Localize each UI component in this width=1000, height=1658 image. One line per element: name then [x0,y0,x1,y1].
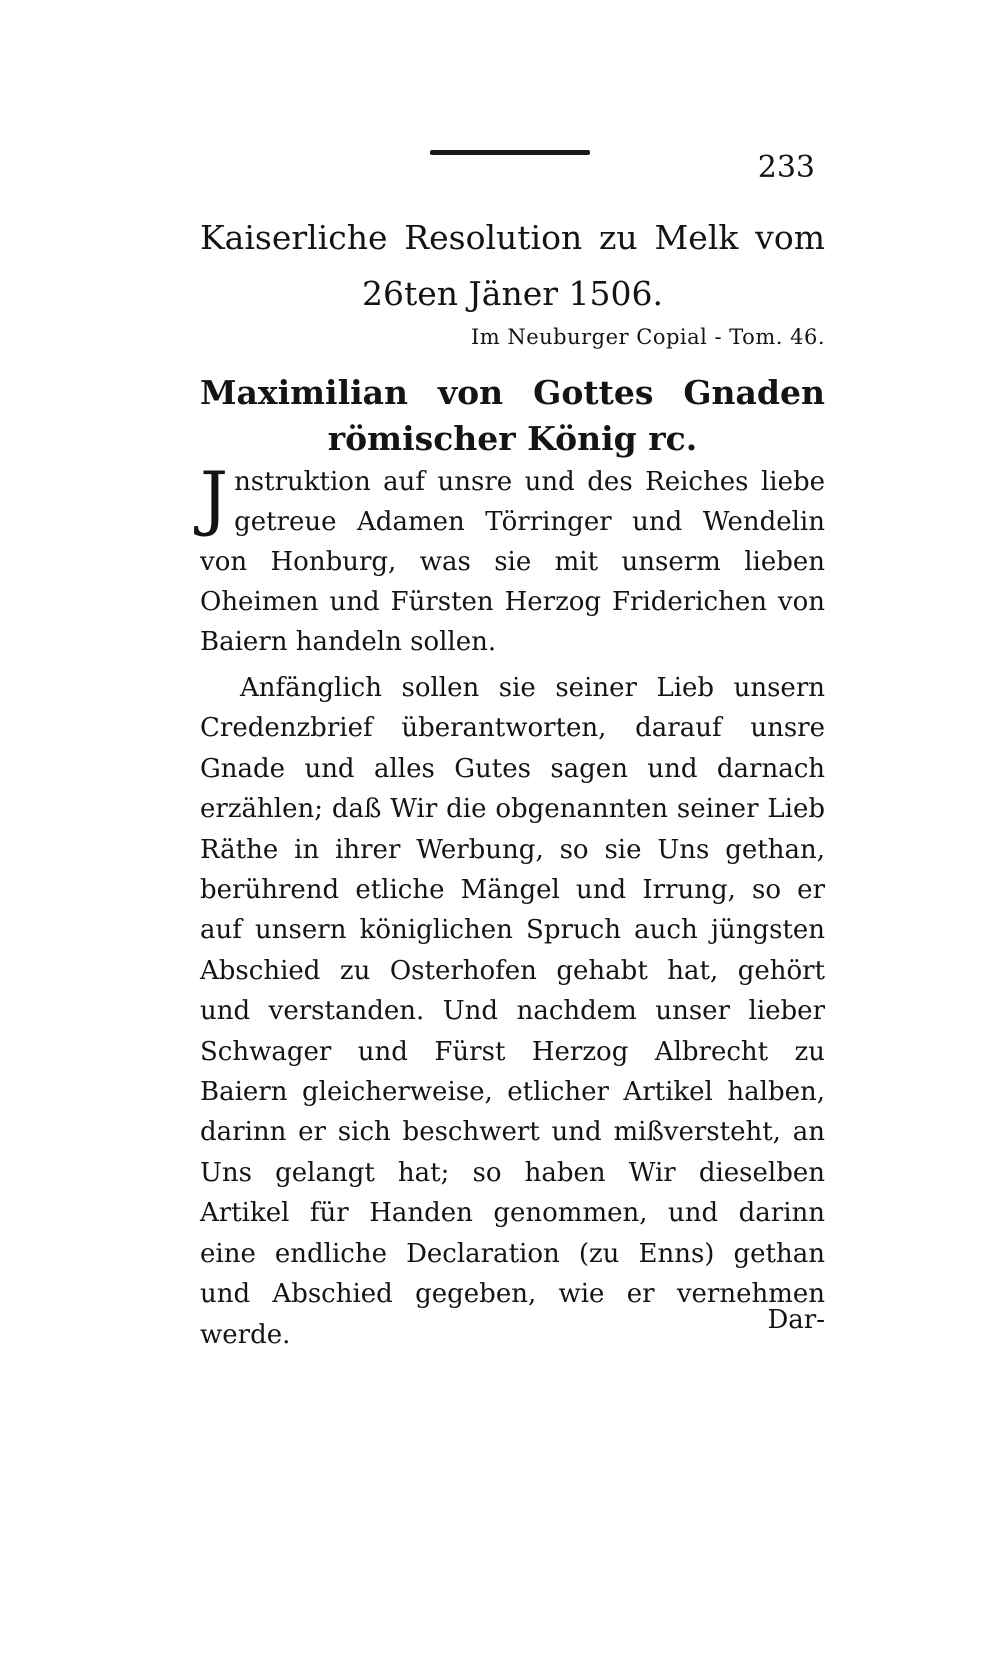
header-rule [430,150,590,155]
document-title: Kaiserliche Resolution zu Melk vom 26ten Jäner 1506. [200,218,825,313]
body-paragraph: Anfänglich sollen sie seiner Lieb unsern Credenzbrief überantworten, darauf unsre Gnade und alles Gutes sagen und darnach erzählen; daß Wir die obgenannten seiner Lieb Räthe in ihrer Werbung, so sie Uns gethan, berührend etliche Mängel und Irrung, so er auf unsern königlichen Spruch auch jüngsten Abschied zu Osterhofen gehabt hat, gehört und verstanden. Und nachdem unser lieber Schwager und Fürst Herzog Albrecht zu Baiern gleicherweise, etlicher Artikel halben, darinn er sich beschwert und mißversteht, an Uns gelangt hat; so haben Wir dieselben Artikel für Handen genommen, und darinn eine endliche Declaration (zu Enns) gethan und Abschied gegeben, wie er vernehmen werde. [200,673,825,1350]
salutation-heading: Maximilian von Gottes Gnaden römischer König rc. [200,373,825,458]
catchword: Dar- [767,1305,825,1335]
page-number: 233 [757,150,815,185]
instruction-paragraph [200,457,825,662]
drop-cap-initial: J [200,457,229,539]
source-reference: Im Neuburger Copial - Tom. 46. [470,325,825,349]
instruction-text: nstruktion auf unsre und des Reiches liebe getreue Adamen Törringer und Wendelin von Honburg, was sie mit unserm lieben Oheimen und Fürsten Herzog Friderichen von Baiern handeln sollen. [200,467,825,657]
